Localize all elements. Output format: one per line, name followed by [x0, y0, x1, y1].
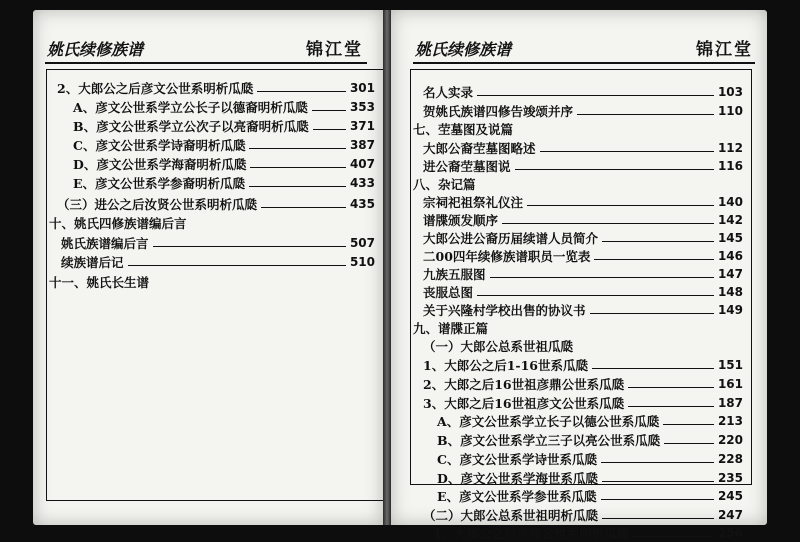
- toc-entry: [411, 192, 751, 211]
- toc-entry-title: 1、大郎公之后彦鼎公世系明析瓜瓞: [433, 525, 630, 541]
- toc-entry: [47, 116, 383, 135]
- toc-entry: [411, 430, 751, 449]
- toc-entry-title: E、彦文公世系学参世系瓜瓞: [437, 488, 597, 504]
- right-page-header: [415, 30, 753, 60]
- toc-entry: [411, 355, 751, 374]
- toc-entry-title: 九、谱牒正篇: [413, 320, 489, 336]
- toc-leader-line: [312, 110, 346, 111]
- toc-entry-page-number: 110: [717, 103, 743, 118]
- toc-leader-line: [628, 387, 714, 388]
- toc-leader-line: [515, 169, 714, 170]
- toc-entry-title: 2、大郎之后16世祖彦鼎公世系瓜瓞: [423, 376, 625, 392]
- toc-entry: [411, 486, 751, 505]
- toc-entry: [411, 374, 751, 393]
- toc-entry-page-number: 228: [717, 451, 743, 466]
- toc-entry-title: 谱牒颁发顺序: [423, 212, 499, 228]
- toc-leader-line: [249, 186, 346, 187]
- toc-entry: [47, 233, 383, 252]
- toc-leader-line: [601, 499, 714, 500]
- toc-leader-line: [602, 241, 714, 242]
- toc-entry-title: 名人实录: [423, 84, 474, 100]
- toc-entry-page-number: 387: [349, 137, 375, 152]
- toc-entry: [411, 336, 751, 355]
- toc-entry-title: 贺姚氏族谱四修告竣颂并序: [423, 103, 574, 119]
- toc-entry-page-number: 161: [717, 376, 743, 391]
- toc-entry-title: 2、大郎公之后彦文公世系明析瓜瓞: [57, 80, 254, 96]
- toc-leader-line: [592, 368, 714, 369]
- toc-entry-title: 大郎公裔茔墓图略述: [423, 140, 536, 156]
- toc-entry: [47, 213, 383, 232]
- toc-entry-page-number: 187: [717, 395, 743, 410]
- toc-entry: [47, 78, 383, 97]
- toc-entry-page-number: 148: [717, 284, 743, 299]
- toc-entry-page-number: 301: [349, 80, 375, 95]
- toc-leader-line: [477, 295, 714, 296]
- toc-entry-title: A、彦文公世系学立长子以德公世系瓜瓞: [437, 413, 660, 429]
- right-page-hall-name: 锦江堂: [696, 40, 753, 60]
- left-toc-frame: [46, 69, 384, 501]
- toc-leader-line: [590, 313, 714, 314]
- toc-entry-title: 八、杂记篇: [413, 176, 476, 192]
- toc-leader-line: [633, 536, 714, 537]
- toc-entry: [411, 228, 751, 247]
- toc-leader-line: [313, 129, 346, 130]
- toc-entry-page-number: 245: [717, 488, 743, 503]
- toc-leader-line: [502, 223, 714, 224]
- toc-entry-title: 进公裔茔墓图说: [423, 158, 511, 174]
- toc-leader-line: [257, 91, 346, 92]
- toc-entry-title: C、彦文公世系学诗世系瓜瓞: [437, 451, 597, 467]
- toc-entry: [411, 101, 751, 120]
- toc-entry-title: D、彦文公世系学海世系瓜瓞: [437, 470, 598, 486]
- toc-entry-title: 九族五服图: [423, 266, 486, 282]
- toc-entry: [47, 97, 383, 116]
- toc-leader-line: [128, 265, 346, 266]
- toc-entry-title: 姚氏族谱编后言: [61, 235, 149, 251]
- toc-entry-title: E、彦文公世系学参裔明析瓜瓞: [73, 175, 246, 191]
- book-gutter: [383, 10, 391, 525]
- toc-entry-page-number: 433: [349, 175, 375, 190]
- toc-entry-page-number: 142: [717, 212, 743, 227]
- toc-leader-line: [250, 167, 346, 168]
- right-toc-frame: [410, 69, 752, 541]
- toc-entry-title: （三）进公之后汝贤公世系明析瓜瓞: [57, 196, 258, 212]
- toc-entry-title: C、彦文公世系学诗裔明析瓜瓞: [73, 137, 246, 153]
- toc-entry: [411, 119, 751, 138]
- toc-entry: [411, 156, 751, 175]
- toc-entry: [47, 194, 383, 213]
- toc-entry-title: B、彦文公世系学立公次子以亮裔明析瓜瓞: [73, 118, 309, 134]
- toc-entry: [411, 82, 751, 101]
- toc-entry: [411, 174, 751, 193]
- toc-leader-line: [249, 148, 345, 149]
- toc-entry-title: 关于兴隆村学校出售的协议书: [423, 302, 586, 318]
- toc-entry-page-number: 213: [717, 413, 743, 428]
- toc-entry-page-number: 235: [717, 470, 743, 485]
- toc-entry: [411, 138, 751, 157]
- toc-entry-title: 续族谱后记: [61, 254, 124, 270]
- toc-leader-line: [527, 205, 714, 206]
- toc-entry: [411, 300, 751, 319]
- toc-entry-title: 十一、姚氏长生谱: [49, 274, 150, 290]
- toc-entry-page-number: 147: [717, 266, 743, 281]
- toc-leader-line: [261, 207, 346, 208]
- toc-leader-line: [477, 95, 714, 96]
- toc-leader-line: [594, 259, 714, 260]
- toc-entry-page-number: 247: [717, 507, 743, 522]
- toc-entry-page-number: 256: [717, 525, 743, 540]
- toc-entry: [411, 505, 751, 524]
- left-page: [33, 10, 383, 525]
- toc-leader-line: [601, 462, 714, 463]
- toc-entry: [411, 210, 751, 229]
- toc-entry-title: （一）大郎公总系世祖瓜瓞: [423, 338, 574, 354]
- toc-entry-page-number: 507: [349, 235, 375, 250]
- left-page-header: [47, 30, 363, 60]
- toc-entry: [47, 272, 383, 291]
- right-page: [391, 10, 767, 541]
- toc-entry: [47, 154, 383, 173]
- toc-entry-page-number: 435: [349, 196, 375, 211]
- toc-entry-title: A、彦文公世系学立公长子以德裔明析瓜瓞: [73, 99, 308, 115]
- toc-leader-line: [602, 481, 714, 482]
- toc-entry-page-number: 145: [717, 230, 743, 245]
- toc-leader-line: [628, 406, 714, 407]
- toc-leader-line: [663, 424, 714, 425]
- toc-entry-page-number: 149: [717, 302, 743, 317]
- toc-entry-page-number: 407: [349, 156, 375, 171]
- toc-entry: [47, 173, 383, 192]
- left-header-rule: [45, 62, 367, 64]
- toc-entry-title: 大郎公进公裔历届续谱人员简介: [423, 230, 599, 246]
- toc-entry: [411, 468, 751, 487]
- left-page-hall-name: 锦江堂: [306, 40, 363, 60]
- toc-entry-title: B、彦文公世系学立三子以亮公世系瓜瓞: [437, 432, 661, 448]
- toc-entry-page-number: 140: [717, 194, 743, 209]
- toc-entry-page-number: 151: [717, 357, 743, 372]
- toc-leader-line: [153, 246, 346, 247]
- toc-leader-line: [577, 114, 714, 115]
- toc-entry-page-number: 371: [349, 118, 375, 133]
- right-page-title: 姚氏续修族谱: [415, 40, 512, 59]
- toc-entry: [411, 449, 751, 468]
- toc-entry: [411, 411, 751, 430]
- toc-entry-title: 十、姚氏四修族谱编后言: [49, 215, 187, 231]
- toc-entry: [47, 252, 383, 271]
- toc-leader-line: [664, 443, 714, 444]
- left-page-title: 姚氏续修族谱: [47, 40, 144, 59]
- toc-entry-title: 1、大郎公之后1-16世系瓜瓞: [423, 357, 588, 373]
- toc-entry-page-number: 112: [717, 140, 743, 155]
- toc-entry-page-number: 116: [717, 158, 743, 173]
- toc-entry: [411, 393, 751, 412]
- toc-entry: [411, 264, 751, 283]
- toc-entry-title: 3、大郎之后16世祖彦文公世系瓜瓞: [423, 395, 625, 411]
- toc-entry-page-number: 353: [349, 99, 375, 114]
- toc-entry-title: D、彦文公世系学海裔明析瓜瓞: [73, 156, 247, 172]
- toc-entry: [411, 246, 751, 265]
- toc-entry-title: 二00四年续修族谱职员一览表: [423, 248, 591, 264]
- right-header-rule: [413, 62, 755, 64]
- toc-leader-line: [602, 518, 714, 519]
- toc-entry: [411, 523, 751, 542]
- toc-leader-line: [540, 151, 714, 152]
- toc-entry-title: （二）大郎公总系世祖明析瓜瓞: [423, 507, 599, 523]
- toc-leader-line: [490, 277, 714, 278]
- toc-entry-page-number: 103: [717, 84, 743, 99]
- toc-entry: [411, 318, 751, 337]
- toc-entry-page-number: 220: [717, 432, 743, 447]
- toc-entry-title: 宗祠祀祖祭礼仪注: [423, 194, 524, 210]
- toc-entry-title: 丧服总图: [423, 284, 474, 300]
- toc-entry-page-number: 510: [349, 254, 375, 269]
- toc-entry: [411, 282, 751, 301]
- toc-entry-title: 七、茔墓图及说篇: [413, 121, 514, 137]
- toc-entry: [47, 135, 383, 154]
- toc-entry-page-number: 146: [717, 248, 743, 263]
